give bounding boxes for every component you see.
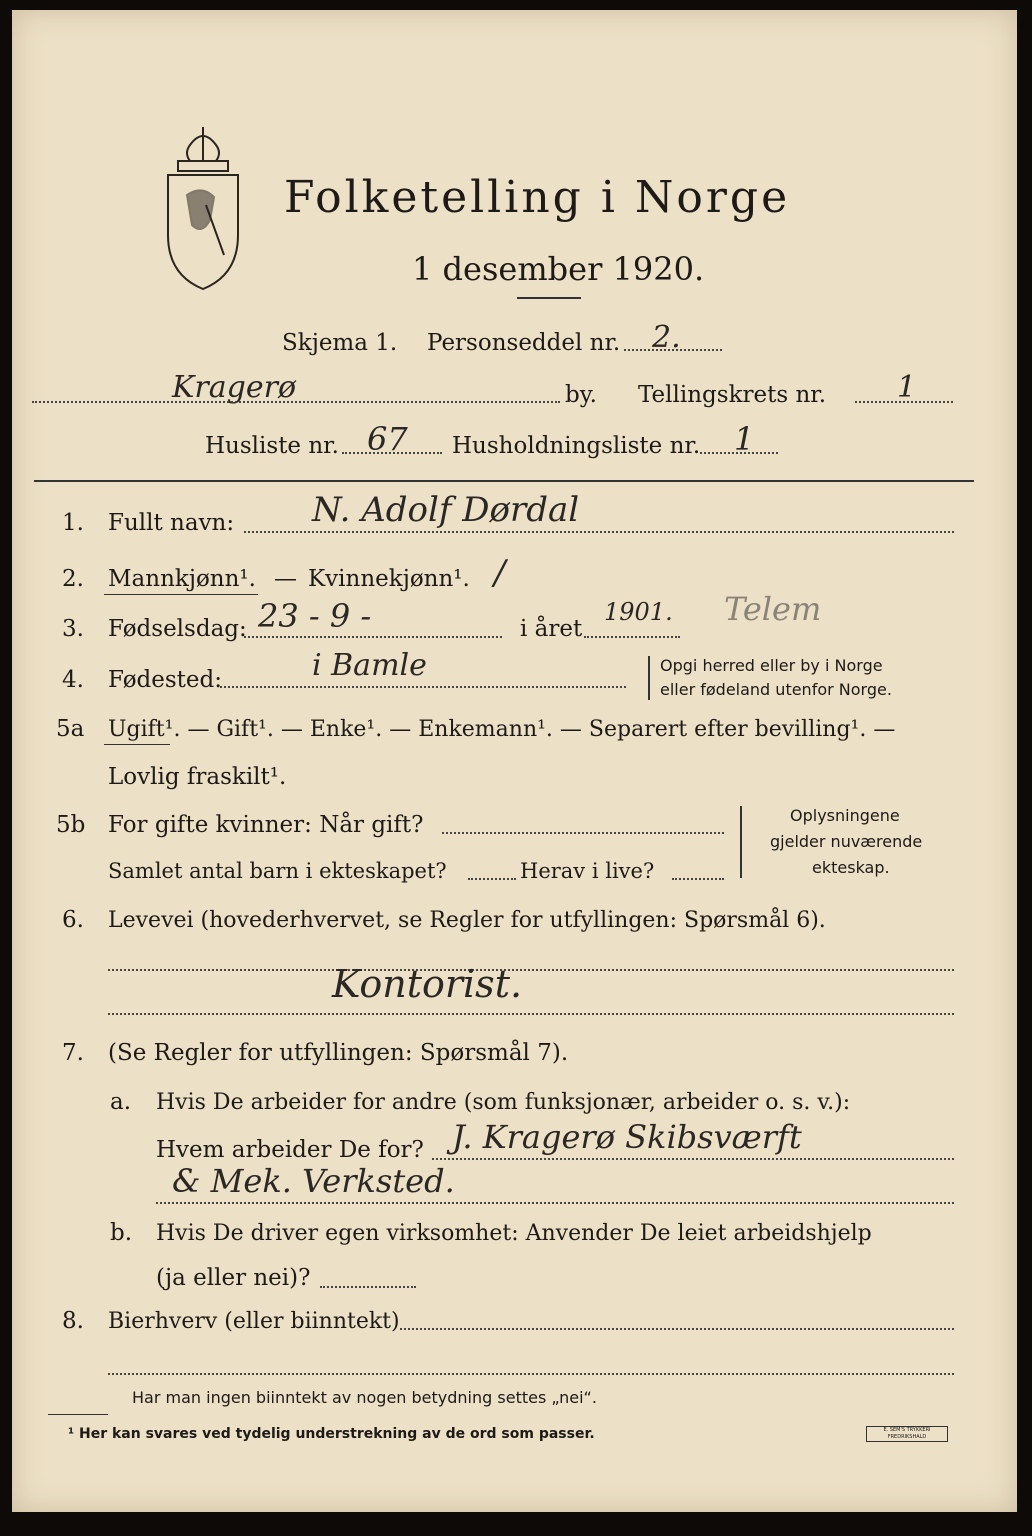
- coat-of-arms-icon: [162, 125, 244, 293]
- q5b-note-3: ekteskap.: [812, 858, 890, 877]
- q2-male: Mannkjønn¹.: [108, 566, 256, 592]
- q1-line: [244, 531, 954, 533]
- q7a-question: Hvem arbeider De for?: [156, 1137, 424, 1163]
- q5b-note-1: Oplysningene: [790, 806, 900, 825]
- tellingskrets-label: Tellingskrets nr.: [638, 382, 827, 408]
- personseddel-value: 2.: [652, 320, 681, 355]
- q5b-note-brace: [740, 806, 742, 878]
- q4-line: [220, 686, 626, 688]
- q5b-number: 5b: [56, 812, 86, 838]
- q3-margin-note: Telem: [724, 590, 822, 628]
- q7a-label: Hvis De arbeider for andre (som funksjonær, arbeider o. s. v.):: [156, 1090, 851, 1115]
- q6-number: 6.: [62, 907, 84, 933]
- city-line: [32, 401, 560, 403]
- q7b-question: (ja eller nei)?: [156, 1265, 311, 1291]
- q6-line-2: [108, 1013, 954, 1015]
- q8-line-2: [108, 1373, 954, 1375]
- form-title: Folketelling i Norge: [284, 172, 791, 223]
- q7b-line: [320, 1286, 416, 1288]
- q4-note-1: Opgi herred eller by i Norge: [660, 656, 883, 675]
- census-date: 1 desember 1920.: [412, 250, 705, 288]
- footer-note: Har man ingen biinntekt av nogen betydning settes „nei“.: [132, 1388, 597, 1407]
- q5a-options: Ugift¹. — Gift¹. — Enke¹. — Enkemann¹. — Separert efter bevilling¹. —: [108, 717, 896, 742]
- q3-year-label: i året: [520, 616, 583, 642]
- q7-label: (Se Regler for utfyllingen: Spørsmål 7).: [108, 1040, 569, 1066]
- title-divider: [517, 297, 581, 299]
- q7a-value-1: J. Kragerø Skibsværft: [452, 1118, 802, 1156]
- q7b-number: b.: [110, 1220, 133, 1246]
- q6-line-1: [108, 969, 954, 971]
- q8-label: Bierhverv (eller biinntekt): [108, 1309, 400, 1334]
- q1-label: Fullt navn:: [108, 510, 235, 536]
- q1-number: 1.: [62, 510, 84, 536]
- q7a-line-2: [156, 1202, 954, 1204]
- husholdning-value: 1: [734, 420, 755, 458]
- header-rule: [34, 480, 974, 482]
- q4-note-2: eller fødeland utenfor Norge.: [660, 680, 892, 699]
- husliste-label: Husliste nr.: [205, 433, 339, 459]
- city-value: Kragerø: [172, 370, 296, 405]
- q3-number: 3.: [62, 616, 84, 642]
- q4-label: Fødested:: [108, 667, 223, 693]
- q7a-value-2: & Mek. Verksted.: [172, 1162, 455, 1200]
- q5a-ugift-underline: [104, 744, 170, 745]
- q3-day-line: [244, 636, 502, 638]
- q5a-options-2: Lovlig fraskilt¹.: [108, 764, 287, 790]
- tellingskrets-value: 1: [897, 370, 917, 405]
- q5b-note-2: gjelder nuværende: [770, 832, 923, 851]
- q2-male-underline: [104, 594, 258, 595]
- q8-number: 8.: [62, 1308, 84, 1334]
- q2-separator: —: [274, 566, 297, 592]
- footnote: ¹ Her kan svares ved tydelig understrekning av de ord som passer.: [68, 1426, 595, 1442]
- q3-year-value: 1901.: [604, 598, 673, 626]
- q5b-label-3: Herav i live?: [520, 859, 655, 883]
- q7b-label: Hvis De driver egen virksomhet: Anvender De leiet arbeidshjelp: [156, 1221, 872, 1246]
- q5b-line-1: [442, 832, 724, 834]
- personseddel-label: Personseddel nr.: [427, 330, 621, 356]
- husliste-value: 67: [367, 420, 408, 458]
- q7-number: 7.: [62, 1040, 84, 1066]
- q7a-line-1: [432, 1158, 954, 1160]
- q6-label: Levevei (hovederhvervet, se Regler for utfyllingen: Spørsmål 6).: [108, 908, 826, 933]
- printer-stamp: E. SEM'S TRYKKERI FREDRIKSHALD: [866, 1426, 948, 1442]
- q2-mark: /: [494, 553, 506, 593]
- census-form: [12, 10, 1017, 1512]
- q4-value: i Bamle: [312, 648, 427, 683]
- q5b-label-1: For gifte kvinner: Når gift?: [108, 812, 424, 838]
- q5b-label-2: Samlet antal barn i ekteskapet?: [108, 859, 447, 883]
- footnote-divider: [48, 1414, 108, 1415]
- q8-line-1: [400, 1328, 954, 1330]
- by-label: by.: [565, 382, 597, 408]
- q1-value: N. Adolf Dørdal: [312, 490, 580, 530]
- q3-label: Fødselsdag:: [108, 616, 247, 642]
- q7a-number: a.: [110, 1089, 132, 1115]
- q5b-line-2: [468, 878, 516, 880]
- q6-value: Kontorist.: [332, 962, 523, 1006]
- q2-number: 2.: [62, 566, 84, 592]
- q4-number: 4.: [62, 667, 84, 693]
- q4-note-brace: [648, 656, 650, 700]
- q3-day-value: 23 - 9 -: [258, 597, 372, 635]
- q5b-line-3: [672, 878, 724, 880]
- husholdning-label: Husholdningsliste nr.: [452, 433, 701, 459]
- q2-female: Kvinnekjønn¹.: [308, 566, 470, 592]
- schema-label: Skjema 1.: [282, 330, 398, 356]
- q3-year-line: [584, 636, 680, 638]
- q5a-number: 5a: [56, 716, 85, 742]
